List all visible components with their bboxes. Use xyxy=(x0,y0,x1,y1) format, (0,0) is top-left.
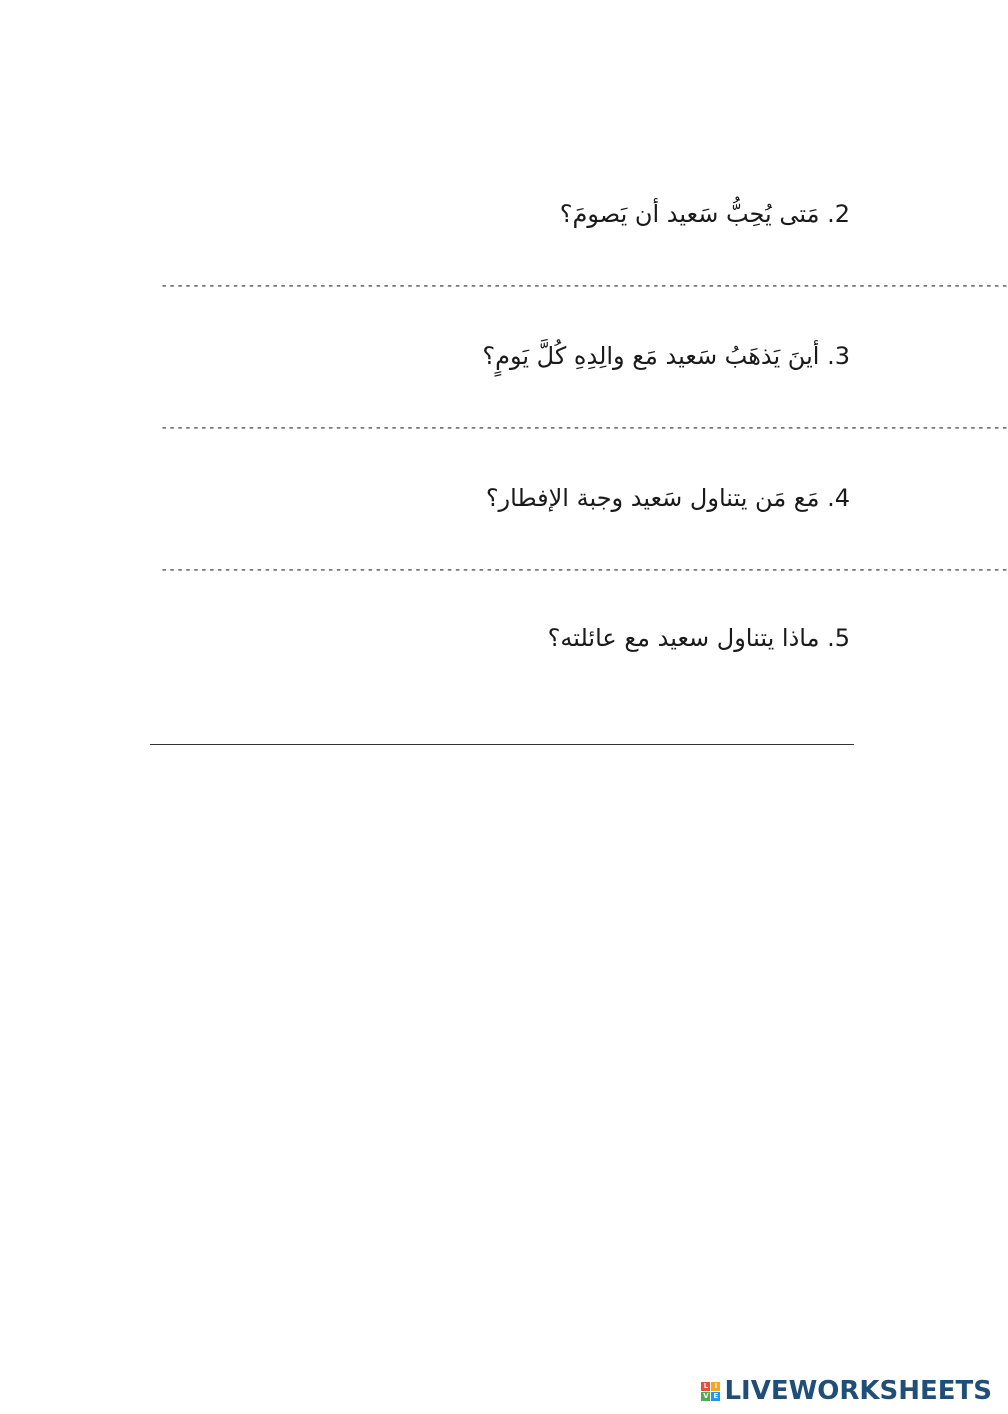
question-2 xyxy=(150,196,850,232)
logo-letter-l: L xyxy=(701,1382,710,1391)
logo-letter-i: I xyxy=(711,1382,720,1391)
question-number: 3. xyxy=(827,342,850,370)
question-text: مَع مَن يتناول سَعيد وجبة الإفطار؟ xyxy=(485,484,820,512)
answer-solid-line[interactable] xyxy=(150,744,854,745)
question-number: 2. xyxy=(827,200,850,228)
question-number: 4. xyxy=(827,484,850,512)
question-text: مَتى يُحِبُّ سَعيد أن يَصومَ؟ xyxy=(559,200,820,228)
question-number: 5. xyxy=(827,624,850,652)
question-5 xyxy=(150,620,850,656)
logo-letter-v: V xyxy=(703,1391,709,1400)
answer-dash-line[interactable]: ----------------------------------------------------------------------------------------------------------- xyxy=(160,278,1008,294)
liveworksheets-logo xyxy=(701,1376,992,1406)
question-3 xyxy=(150,338,850,374)
question-text: أينَ يَذهَبُ سَعيد مَع والِدِهِ كُلَّ يَومٍ؟ xyxy=(482,342,820,370)
question-text: ماذا يتناول سعيد مع عائلته؟ xyxy=(547,624,820,652)
brand-name: LIVEWORKSHEETS xyxy=(724,1376,992,1406)
answer-dash-line[interactable]: ----------------------------------------------------------------------------------------------------------- xyxy=(160,562,1008,578)
question-4 xyxy=(150,480,850,516)
logo-mark-icon xyxy=(701,1382,720,1401)
logo-letter-e: E xyxy=(711,1392,720,1401)
answer-dash-line[interactable]: ----------------------------------------------------------------------------------------------------------- xyxy=(160,420,1008,436)
